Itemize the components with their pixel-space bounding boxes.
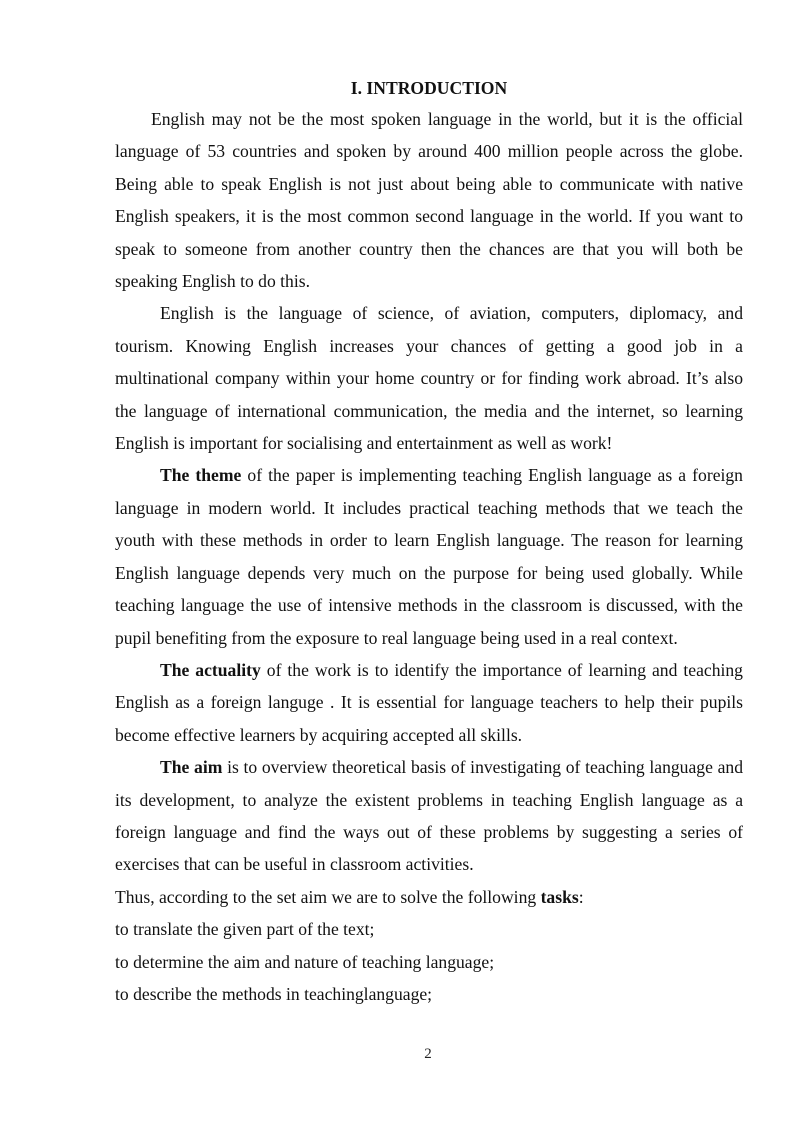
task-item: to translate the given part of the text; bbox=[115, 919, 375, 940]
section-heading: I. INTRODUCTION bbox=[350, 78, 508, 98]
page-number: 2 bbox=[424, 1046, 432, 1062]
paragraph-4-text: of the work is to identify the importance of learning and teaching English as a foreign languge . It is essential for language teachers to help their pupils become effective learners by acquiring accepted all skills. bbox=[115, 659, 743, 745]
paragraph-6-post: : bbox=[578, 886, 584, 907]
paragraph-4-lead: The actuality bbox=[160, 659, 261, 680]
paragraph-6-bold: tasks bbox=[540, 886, 579, 907]
paragraph-3-text: of the paper is implementing teaching English language as a foreign language in modern world. It includes practical teaching methods that we teach the youth with these methods in order to learn English language. The reason for learning English language depends very much on the purpose for being used globally. While teaching language the use of intensive methods in the classroom is discussed, with the pupil benefiting from the exposure to real language being used in a real context. bbox=[115, 465, 743, 648]
paragraph-5-lead: The aim bbox=[160, 757, 223, 778]
paragraph-2: English is the language of science, of aviation, computers, diplomacy, and tourism. Knowing English increases your chances of getting a good job in a multinational company within your home country or for finding work abroad. It’s also the language of international communication, the media and the internet, so learning English is important for socialising and entertainment as well as work! bbox=[115, 303, 743, 454]
paragraph-4 bbox=[115, 654, 743, 751]
paragraph-3 bbox=[115, 459, 743, 653]
document-page bbox=[115, 73, 743, 1010]
paragraph-5-text: is to overview theoretical basis of investigating of teaching language and its development, to analyze the existent problems in teaching English language as a foreign language and find the ways out of these problems by suggesting a series of exercises that can be useful in classroom activities. bbox=[115, 757, 743, 875]
task-item: to determine the aim and nature of teaching language; bbox=[115, 951, 495, 972]
paragraph-6 bbox=[115, 881, 743, 913]
task-item: to describe the methods in teachinglanguage; bbox=[115, 983, 433, 1004]
paragraph-5 bbox=[115, 751, 743, 881]
paragraph-1: English may not be the most spoken language in the world, but it is the official language of 53 countries and spoken by around 400 million people across the globe. Being able to speak English is not just about being able to communicate with native English speakers, it is the most common second language in the world. If you want to speak to someone from another country then the chances are that you will both be speaking English to do this. bbox=[115, 109, 743, 292]
paragraph-3-lead: The theme bbox=[160, 465, 242, 486]
paragraph-6-pre: Thus, according to the set aim we are to solve the following bbox=[115, 886, 541, 907]
